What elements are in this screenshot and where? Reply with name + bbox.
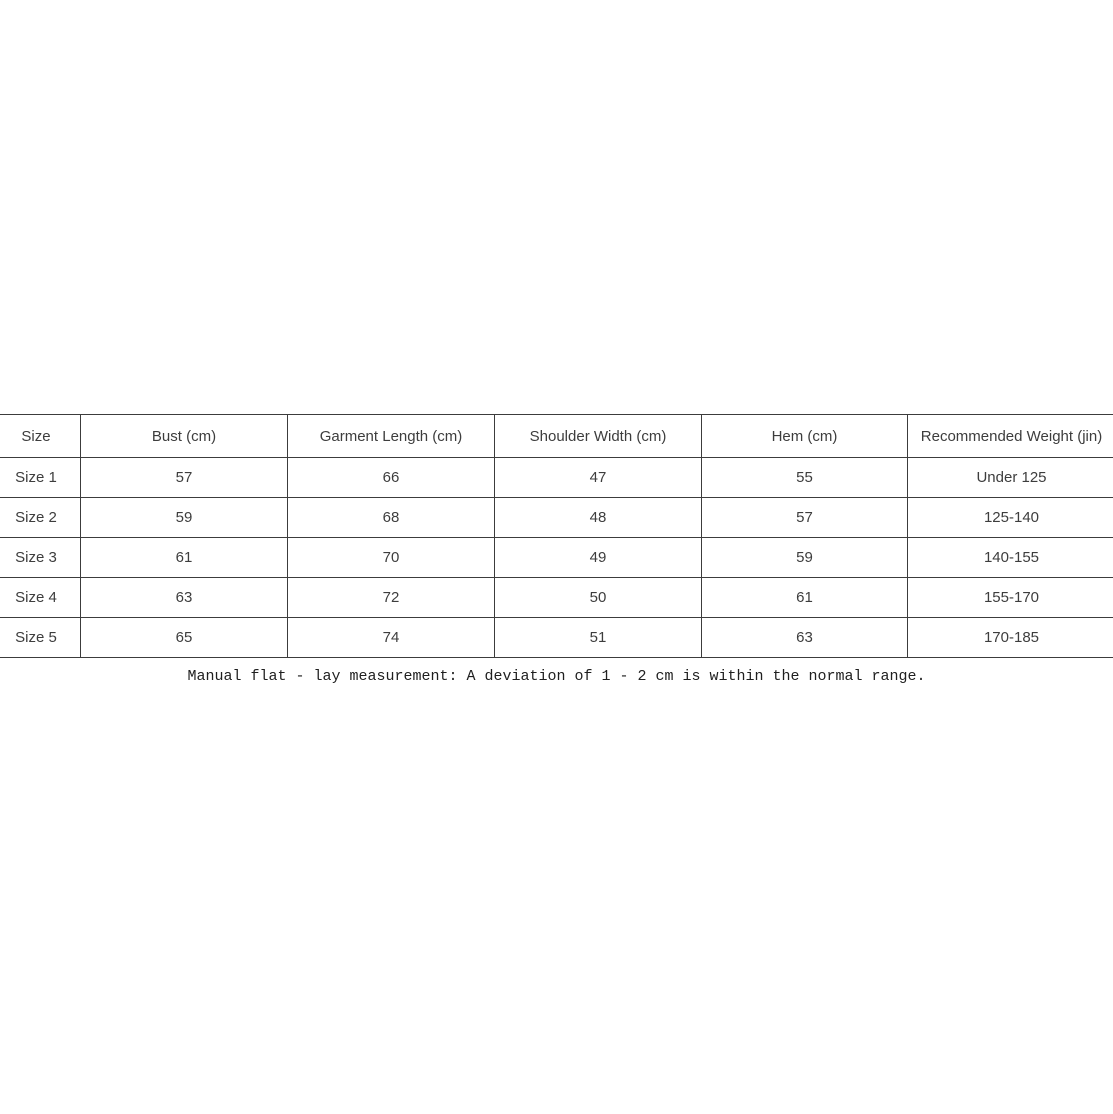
- table-cell-bust: 63: [81, 578, 288, 618]
- measurement-note: Manual flat - lay measurement: A deviation of 1 - 2 cm is within the normal range.: [187, 668, 926, 685]
- table-cell-hem: 61: [702, 578, 908, 618]
- row-label: Size 1: [0, 458, 81, 498]
- table-cell-bust: 65: [81, 618, 288, 658]
- row-label: Size 3: [0, 538, 81, 578]
- row-label: Size 4: [0, 578, 81, 618]
- table-cell-garment-length: 68: [288, 498, 495, 538]
- row-label: Size 2: [0, 498, 81, 538]
- table-cell-shoulder-width: 49: [495, 538, 702, 578]
- header-cell-hem: Hem (cm): [702, 415, 908, 458]
- header-cell-recommended-weight: Recommended Weight (jin): [908, 415, 1113, 458]
- table-cell-garment-length: 70: [288, 538, 495, 578]
- table-cell-hem: 59: [702, 538, 908, 578]
- table-cell-hem: 55: [702, 458, 908, 498]
- table-row-size-4: [0, 578, 1113, 618]
- table-row-size-5: [0, 618, 1113, 658]
- table-cell-bust: 57: [81, 458, 288, 498]
- table-cell-hem: 57: [702, 498, 908, 538]
- header-cell-shoulder-width: Shoulder Width (cm): [495, 415, 702, 458]
- table-header-row: [0, 415, 1113, 458]
- table-cell-recommended-weight: 155-170: [908, 578, 1113, 618]
- header-cell-garment-length: Garment Length (cm): [288, 415, 495, 458]
- table-cell-recommended-weight: 170-185: [908, 618, 1113, 658]
- table-cell-bust: 61: [81, 538, 288, 578]
- table-row-size-1: [0, 458, 1113, 498]
- size-chart-table: [0, 414, 1113, 658]
- table-cell-recommended-weight: Under 125: [908, 458, 1113, 498]
- table-cell-shoulder-width: 47: [495, 458, 702, 498]
- table-cell-recommended-weight: 125-140: [908, 498, 1113, 538]
- table-cell-hem: 63: [702, 618, 908, 658]
- table-cell-shoulder-width: 51: [495, 618, 702, 658]
- table-cell-garment-length: 66: [288, 458, 495, 498]
- table-cell-garment-length: 74: [288, 618, 495, 658]
- table-cell-shoulder-width: 48: [495, 498, 702, 538]
- table-cell-recommended-weight: 140-155: [908, 538, 1113, 578]
- table-cell-bust: 59: [81, 498, 288, 538]
- table-row-size-3: [0, 538, 1113, 578]
- table-row-size-2: [0, 498, 1113, 538]
- header-cell-size: Size: [0, 415, 81, 458]
- table-cell-garment-length: 72: [288, 578, 495, 618]
- header-cell-bust: Bust (cm): [81, 415, 288, 458]
- row-label: Size 5: [0, 618, 81, 658]
- table-cell-shoulder-width: 50: [495, 578, 702, 618]
